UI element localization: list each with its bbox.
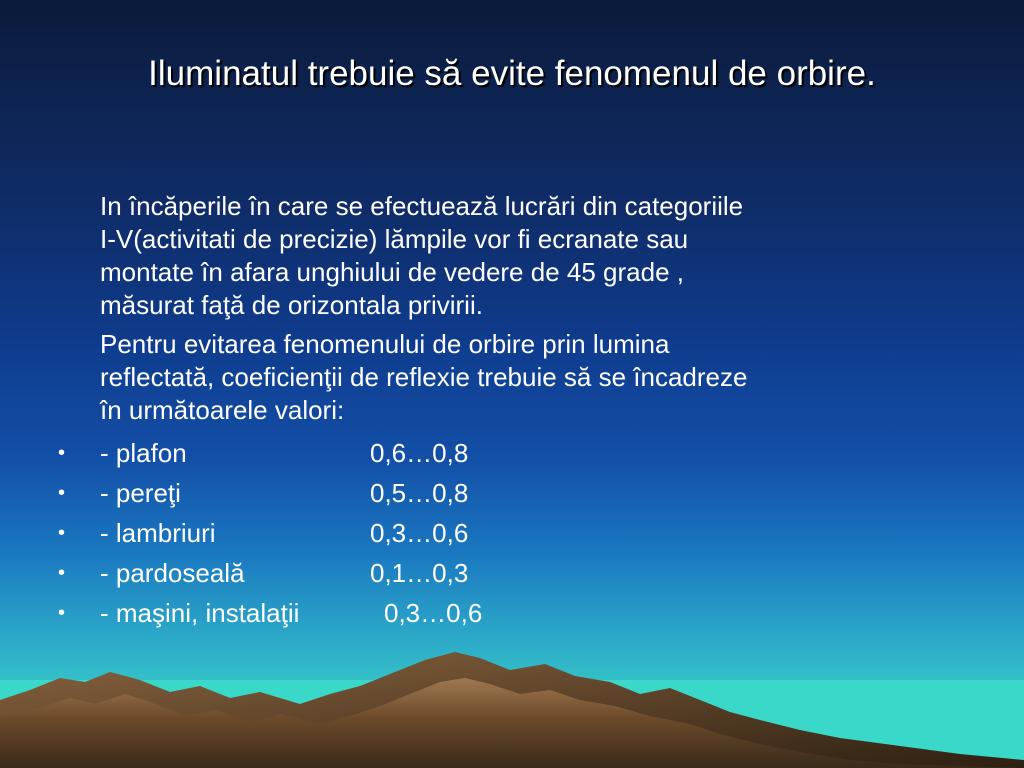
- item-value: 0,6…0,8: [370, 438, 469, 468]
- item-label: - lambriuri: [100, 518, 216, 548]
- slide-title: Iluminatul trebuie să evite fenomenul de orbire.: [148, 54, 876, 93]
- bullet-icon: •: [58, 602, 66, 624]
- paragraph-line: în următoarele valori:: [100, 395, 345, 425]
- item-value: 0,1…0,3: [370, 558, 469, 588]
- bullet-icon: •: [58, 482, 66, 504]
- paragraph-line: montate în afara unghiului de vedere de 45 grade ,: [100, 257, 684, 287]
- paragraph-line: In încăperile în care se efectuează lucrări din categoriile: [100, 191, 744, 221]
- item-label: - maşini, instalaţii: [100, 598, 300, 628]
- item-label: - plafon: [100, 438, 187, 468]
- item-value: 0,3…0,6: [370, 518, 469, 548]
- paragraph-line: I-V(activitati de precizie) lămpile vor fi ecranate sau: [100, 224, 689, 254]
- paragraph-line: reflectată, coeficienţii de reflexie trebuie să se încadreze: [100, 362, 748, 392]
- bullet-icon: •: [58, 442, 66, 464]
- item-value: 0,5…0,8: [370, 478, 469, 508]
- bullet-icon: •: [58, 562, 66, 584]
- mountain-landscape-decoration: [0, 620, 1024, 768]
- paragraph-2: [100, 328, 980, 427]
- item-label: - pardoseală: [100, 558, 245, 588]
- slide-body: [100, 190, 980, 433]
- bullet-icon: •: [58, 522, 66, 544]
- paragraph-1: [100, 190, 980, 322]
- item-label: - pereţi: [100, 478, 181, 508]
- paragraph-line: Pentru evitarea fenomenului de orbire prin lumina: [100, 329, 670, 359]
- paragraph-line: măsurat faţă de orizontala privirii.: [100, 290, 483, 320]
- item-value: 0,3…0,6: [384, 598, 483, 628]
